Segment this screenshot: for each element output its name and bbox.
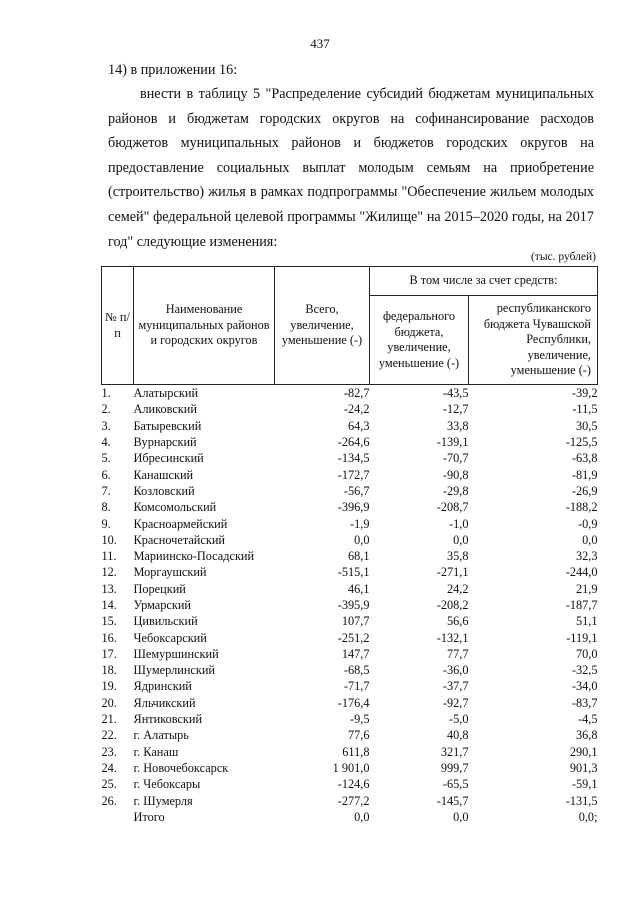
cell-federal: 321,7 [440, 744, 469, 759]
subsidy-table [101, 266, 598, 825]
cell-number: 10. [101, 532, 117, 547]
cell-total: 107,7 [341, 614, 370, 629]
cell-republic: 290,1 [569, 744, 598, 759]
cell-federal: -70,7 [442, 451, 469, 466]
cell-number: 25. [101, 777, 117, 792]
amendment-item: 14) в приложении 16: [108, 62, 238, 78]
cell-number: 24. [101, 760, 117, 775]
cell-number: 8. [101, 500, 111, 515]
cell-name: Канашский [133, 467, 194, 482]
cell-number: 13. [101, 581, 117, 596]
cell-name: г. Шумерля [133, 793, 193, 808]
cell-total: 64,3 [347, 418, 370, 433]
header-including: В том числе за счет средств: [370, 267, 598, 296]
cell-federal: -139,1 [436, 435, 469, 450]
cell-name: Янтиковский [133, 712, 203, 727]
cell-federal: -5,0 [449, 712, 469, 727]
cell-total: 1 901,0 [332, 760, 370, 775]
cell-name: Комсомольский [133, 500, 217, 515]
cell-number: 23. [101, 744, 117, 759]
cell-name: г. Чебоксары [133, 777, 201, 792]
cell-name: Цивильский [133, 614, 198, 629]
cell-number: 11. [101, 549, 117, 564]
cell-federal: -43,5 [442, 386, 469, 401]
cell-republic: -39,2 [571, 386, 598, 401]
cell-total: 68,1 [347, 549, 370, 564]
unit-note: (тыс. рублей) [530, 251, 596, 263]
cell-federal: -29,8 [442, 483, 469, 498]
cell-number: 2. [101, 402, 111, 417]
table-row [102, 662, 598, 678]
cell-total: 77,6 [347, 728, 370, 743]
cell-number: 17. [101, 646, 117, 661]
table-row [102, 532, 598, 548]
amendment-text: внести в таблицу 5 "Распределение субсидий бюджетам муниципальных районов и бюджетам городских округов на софинансирование расходов бюджетов муниципальных районов и бюджетов городских округов на предоставление социальных выплат молодым семьям на приобретение (строительство) жилья в рамках подпрограммы "Обеспечение жильем молодых семей" федеральной целевой программы "Жилище" на 2015–2020 годы, на 2017 год" следующие изменения: [108, 86, 594, 250]
cell-federal: 0,0 [453, 809, 469, 824]
cell-total: -134,5 [337, 451, 370, 466]
cell-name: Ибресинский [133, 451, 204, 466]
cell-federal: -92,7 [442, 695, 469, 710]
table-row [102, 564, 598, 580]
cell-republic: 32,3 [575, 549, 598, 564]
cell-federal: 33,8 [446, 418, 469, 433]
cell-federal: -12,7 [442, 402, 469, 417]
cell-name: Козловский [133, 483, 195, 498]
table-row [102, 401, 598, 417]
cell-number: 21. [101, 712, 117, 727]
cell-total: -251,2 [337, 630, 370, 645]
cell-name: Ядринский [133, 679, 192, 694]
cell-federal: -132,1 [436, 630, 469, 645]
cell-number: 3. [101, 418, 111, 433]
table-row [102, 450, 598, 466]
cell-republic: 0,0 [582, 532, 598, 547]
table-row [102, 613, 598, 629]
cell-total: -56,7 [343, 483, 370, 498]
cell-total: -68,5 [343, 663, 370, 678]
cell-name: Моргаушский [133, 565, 207, 580]
table-row [102, 581, 598, 597]
cell-federal: 999,7 [440, 760, 469, 775]
page-number: 437 [310, 36, 330, 51]
cell-total: -396,9 [337, 500, 370, 515]
cell-federal: -1,0 [449, 516, 469, 531]
cell-name: Урмарский [133, 598, 191, 612]
cell-name: Аликовский [133, 402, 197, 417]
cell-total: -515,1 [337, 565, 370, 580]
cell-republic: -131,5 [565, 793, 598, 808]
header-republic: республиканского бюджета Чувашской Республики, увеличение, уменьшение (-) [469, 296, 598, 385]
cell-federal: 24,2 [446, 581, 469, 596]
cell-number: 22. [101, 728, 117, 743]
cell-number: 5. [101, 451, 111, 466]
cell-number: 12. [101, 565, 117, 580]
cell-name: Мариинско-Посадский [133, 549, 255, 564]
header-federal: федерального бюджета, увеличение, уменьшение (-) [370, 296, 469, 385]
cell-federal: 0,0 [453, 532, 469, 547]
cell-republic: -244,0 [565, 565, 598, 580]
cell-name: Шумерлинский [133, 663, 216, 678]
cell-name: Красночетайский [133, 532, 225, 547]
cell-republic: -0,9 [578, 516, 598, 531]
cell-total: 147,7 [341, 646, 370, 661]
cell-republic: -187,7 [565, 598, 598, 612]
cell-number: 20. [101, 695, 117, 710]
table-row [102, 711, 598, 727]
table-row [102, 466, 598, 482]
cell-republic: 70,0 [575, 646, 598, 661]
cell-total: 46,1 [347, 581, 370, 596]
cell-republic: -83,7 [571, 695, 598, 710]
cell-name: Порецкий [133, 581, 186, 596]
table-row [102, 695, 598, 711]
cell-federal: -65,5 [442, 777, 469, 792]
cell-federal: -208,2 [436, 598, 469, 612]
cell-name: Чебоксарский [133, 630, 207, 645]
header-row-1 [102, 267, 598, 296]
table-row [102, 744, 598, 760]
cell-number [102, 809, 134, 825]
table-row [102, 678, 598, 694]
cell-total: 0,0 [354, 532, 370, 547]
cell-number: 7. [101, 483, 111, 498]
cell-republic: 0,0; [578, 809, 598, 824]
header-total: Всего, увеличение, уменьшение (-) [275, 267, 370, 385]
cell-number: 9. [101, 516, 111, 531]
cell-republic: -125,5 [565, 435, 598, 450]
cell-republic: 51,1 [575, 614, 598, 629]
table-row [102, 597, 598, 613]
cell-republic: 901,3 [569, 760, 598, 775]
cell-total: -176,4 [337, 695, 370, 710]
table-row [102, 548, 598, 564]
table-row [102, 418, 598, 434]
table-row [102, 792, 598, 808]
cell-republic: 30,5 [575, 418, 598, 433]
cell-total: -82,7 [343, 386, 370, 401]
cell-republic: -188,2 [565, 500, 598, 515]
table-row [102, 434, 598, 450]
cell-republic: -11,5 [572, 402, 598, 417]
cell-republic: -59,1 [571, 777, 598, 792]
cell-federal: -271,1 [436, 565, 469, 580]
cell-total: 0,0 [354, 809, 370, 824]
cell-republic: -26,9 [571, 483, 598, 498]
cell-republic: -32,5 [571, 663, 598, 678]
cell-number: 1. [101, 386, 111, 401]
cell-federal: -37,7 [442, 679, 469, 694]
cell-federal: 40,8 [446, 728, 469, 743]
cell-number: 15. [101, 614, 117, 629]
cell-republic: -34,0 [571, 679, 598, 694]
cell-republic: -63,8 [571, 451, 598, 466]
cell-name: Батыревский [133, 418, 202, 433]
cell-name: г. Алатырь [133, 728, 189, 743]
cell-total: -395,9 [337, 598, 370, 612]
cell-total: -264,6 [337, 435, 370, 450]
header-number: № п/п [102, 267, 134, 385]
cell-republic: -4,5 [578, 712, 598, 727]
cell-name: Красноармейский [133, 516, 228, 531]
cell-federal: 77,7 [446, 646, 469, 661]
cell-number: 19. [101, 679, 117, 694]
cell-total: -71,7 [343, 679, 370, 694]
table-row [102, 776, 598, 792]
cell-federal: 56,6 [446, 614, 469, 629]
cell-republic: 36,8 [575, 728, 598, 743]
cell-name: г. Канаш [133, 744, 179, 759]
cell-federal: 35,8 [446, 549, 469, 564]
cell-federal: -208,7 [436, 500, 469, 515]
cell-federal: -145,7 [436, 793, 469, 808]
cell-name: Шемуршинский [133, 646, 219, 661]
cell-total: 611,8 [342, 744, 370, 759]
cell-republic: -81,9 [571, 467, 598, 482]
table-row [102, 646, 598, 662]
cell-number: 6. [101, 467, 111, 482]
table-row [102, 515, 598, 531]
cell-republic: -119,1 [566, 630, 598, 645]
table-body [102, 385, 598, 826]
cell-name: Вурнарский [133, 435, 197, 450]
table-row [102, 760, 598, 776]
cell-total: -9,5 [350, 712, 370, 727]
cell-total: -24,2 [343, 402, 370, 417]
cell-federal: -90,8 [442, 467, 469, 482]
table-row [102, 727, 598, 743]
cell-name: Яльчикский [133, 695, 196, 710]
cell-total: -1,9 [350, 516, 370, 531]
cell-total: -124,6 [337, 777, 370, 792]
cell-total: -172,7 [337, 467, 370, 482]
table-row [102, 629, 598, 645]
table-row [102, 385, 598, 402]
cell-number: 4. [101, 435, 111, 450]
table-row [102, 483, 598, 499]
cell-total: -277,2 [337, 793, 370, 808]
cell-number: 18. [101, 663, 117, 678]
table-row [102, 499, 598, 515]
table-row [102, 809, 598, 825]
cell-federal: -36,0 [442, 663, 469, 678]
cell-name: Итого [133, 809, 165, 824]
cell-name: Алатырский [133, 386, 199, 401]
cell-number: 14. [101, 598, 117, 612]
cell-name: г. Новочебоксарск [133, 760, 229, 775]
cell-republic: 21,9 [575, 581, 598, 596]
cell-number: 26. [101, 793, 117, 808]
header-name: Наименование муниципальных районов и городских округов [134, 267, 275, 385]
cell-number: 16. [101, 630, 117, 645]
